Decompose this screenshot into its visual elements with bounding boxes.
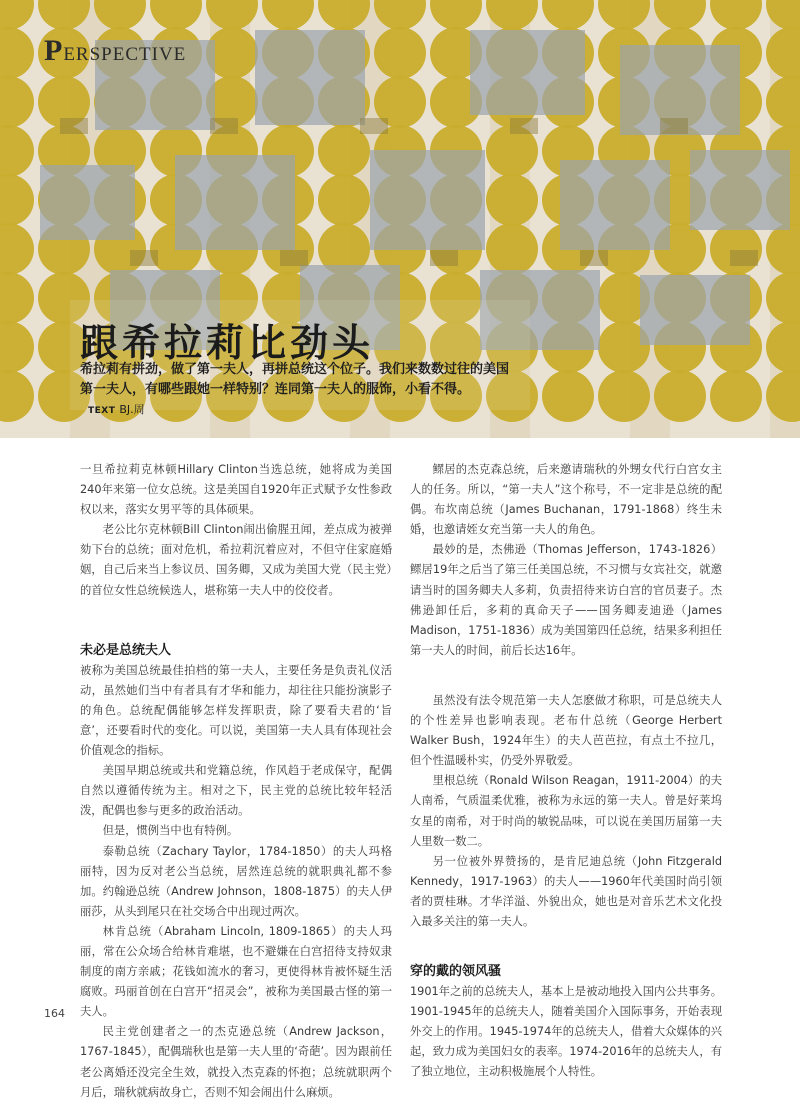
art-dot [598, 370, 650, 422]
art-dot [318, 174, 370, 226]
paragraph: 1901年之前的总统夫人，基本上是被动地投入国内公共事务。1901-1945年的总统夫人，随着美国介入国际事务，开始表现外交上的作用。1945-1974年的总统夫人，借着大众媒体的兴起，致力成为美国妇女的表率。1974-2016年的总统夫人，有了独立地位，主动积极施展个人特性。 [410, 985, 722, 1079]
credit-label: TEXT [88, 406, 116, 416]
body-column-left [80, 460, 392, 1103]
paragraph: 另一位被外界赞扬的，是肯尼迪总统（John Fitzgerald Kennedy，1917-1963）的夫人——1960年代美国时尚引领者的贾桂琳。才华洋溢、外貌出众，她也是对音乐艺术文化投入最多关注的第一夫人。 [410, 854, 722, 928]
art-accent [510, 118, 538, 134]
paragraph: 林肯总统（Abraham Lincoln, 1809-1865）的夫人玛丽，常在公众场合给林肯难堪，也不避嫌在白宫招待支持奴隶制度的南方亲戚；花钱如流水的奢习，更使得林肯被怀疑生活腐败。玛丽首创在白宫开“招灵会”，被称为美国最古怪的第一夫人。 [80, 924, 392, 1019]
art-accent [580, 250, 608, 266]
paragraph: 鳏居的杰克森总统，后来邀请瑞秋的外甥女代行白宫女主人的任务。所以，“第一夫人”这个称号，不一定非是总统的配偶。布坎南总统（James Buchanan，1791-1868）终生未婚，也邀请姪女充当第一夫人的角色。 [410, 463, 722, 537]
paragraph: 最妙的是，杰佛逊（Thomas Jefferson，1743-1826）鳏居19年之后当了第三任美国总统，不习惯与女宾社交，就邀请当时的国务卿夫人多莉，负责招待来访白宫的官员妻子。杰佛逊卸任后，多莉的真命天子——国务卿麦迪逊（James Madison，1751-1836）成为美国第四任总统，结果多利担任第一夫人的时间，前后长达16年。 [410, 543, 722, 657]
art-dot [542, 370, 594, 422]
paragraph: 被称为美国总统最佳拍档的第一夫人，主要任务是负责礼仪活动，虽然她们当中有者具有才华和能力，却往往只能扮演影子的角色。总统配偶能够怎样发挥职责，除了要看夫君的‘旨意’，还要看时代的变化。可以说，美国第一夫人具有体现社会价值观念的指标。 [80, 663, 392, 758]
art-accent [430, 250, 458, 266]
art-block [370, 150, 485, 250]
paragraph: 一旦希拉莉克林顿Hillary Clinton当选总统，她将成为美国240年来第一位女总统。这是美国自1920年正式赋予女性参政权以来，落实女男平等的具体硕果。 [80, 463, 392, 517]
art-dot [654, 370, 706, 422]
paragraph: 里根总统（Ronald Wilson Reagan，1911-2004）的夫人南希，气质温柔优雅，被称为永远的第一夫人。曾是好莱坞女星的南希，对于时尚的敏锐品味，可以说在美国历届第一夫人里数一数二。 [410, 774, 722, 848]
paragraph: 虽然没有法令规范第一夫人怎麽做才称职，可是总统夫人的个性差异也影响表现。老布什总统（George Herbert Walker Bush，1924年生）的夫人芭芭拉，有点土不拉几，但个性温暖朴实，仍受外界敬爱。 [410, 693, 722, 768]
art-accent [730, 250, 758, 266]
section-name: ERSPECTIVE [63, 44, 187, 65]
article-dek [80, 360, 520, 421]
art-block [470, 30, 585, 115]
art-accent [210, 118, 238, 134]
art-block [255, 30, 365, 125]
subheading: 穿的戴的领风骚 [410, 964, 502, 980]
subheading: 未必是总统夫人 [80, 642, 172, 658]
page-number: 164 [44, 1007, 65, 1020]
paragraph: 民主党创建者之一的杰克逊总统（Andrew Jackson，1767-1845），配偶瑞秋也是第一夫人里的‘奇葩’。因为跟前任老公离婚还没完全生效，就投入杰克森的怀抱；总统就职两个月后，瑞秋就病故身亡，否则不知会闹出什么麻烦。 [80, 1025, 392, 1099]
art-accent [360, 118, 388, 134]
paragraph: 泰勒总统（Zachary Taylor，1784-1850）的夫人玛格丽特，因为反对老公当总统，居然连总统的就职典礼都不参加。约翰逊总统（Andrew Johnson，1808-1875）的夫人伊丽莎，从头到尾只在社交场合中出现过两次。 [80, 844, 392, 918]
art-accent [280, 250, 308, 266]
paragraph: 老公比尔克林顿Bill Clinton闹出偷腥丑闻，差点成为被弹劾下台的总统；面对危机，希拉莉沉着应对，不但守住家庭婚姻，自己后来当上参议员、国务卿，又成为美国大党（民主党）的首位女性总统候选人，堪称第一夫人中的佼佼者。 [80, 523, 392, 597]
art-block [175, 155, 295, 250]
art-dot [710, 370, 762, 422]
art-dot [374, 27, 426, 79]
article-title: 跟希拉莉比劲头 [80, 321, 375, 365]
art-dot [710, 223, 762, 275]
paragraph: 但是，惯例当中也有特例。 [102, 824, 239, 838]
section-initial: P [44, 34, 64, 67]
body-column-right [410, 460, 722, 1083]
art-block [40, 165, 135, 240]
art-accent [660, 118, 688, 134]
art-block [640, 275, 750, 345]
art-accent [60, 118, 88, 134]
paragraph: 美国早期总统或共和党籍总统，作风趋于老成保守，配偶自然以遵循传统为主。相对之下，民主党的总统比较年轻活泼，配偶也参与更多的政治活动。 [80, 764, 392, 818]
section-label [44, 34, 186, 68]
art-accent [130, 250, 158, 266]
art-block [560, 160, 670, 250]
dek-text: 希拉莉有拼劲，做了第一夫人，再拼总统这个位子。我们来数数过往的美国第一夫人，有哪些跟她一样特别？连同第一夫人的服饰，小看不得。 [80, 362, 510, 397]
art-block [690, 150, 790, 230]
author-name: BJ.周 [119, 403, 145, 416]
hero-artwork [0, 0, 800, 438]
art-dot [486, 174, 538, 226]
art-dot [486, 223, 538, 275]
